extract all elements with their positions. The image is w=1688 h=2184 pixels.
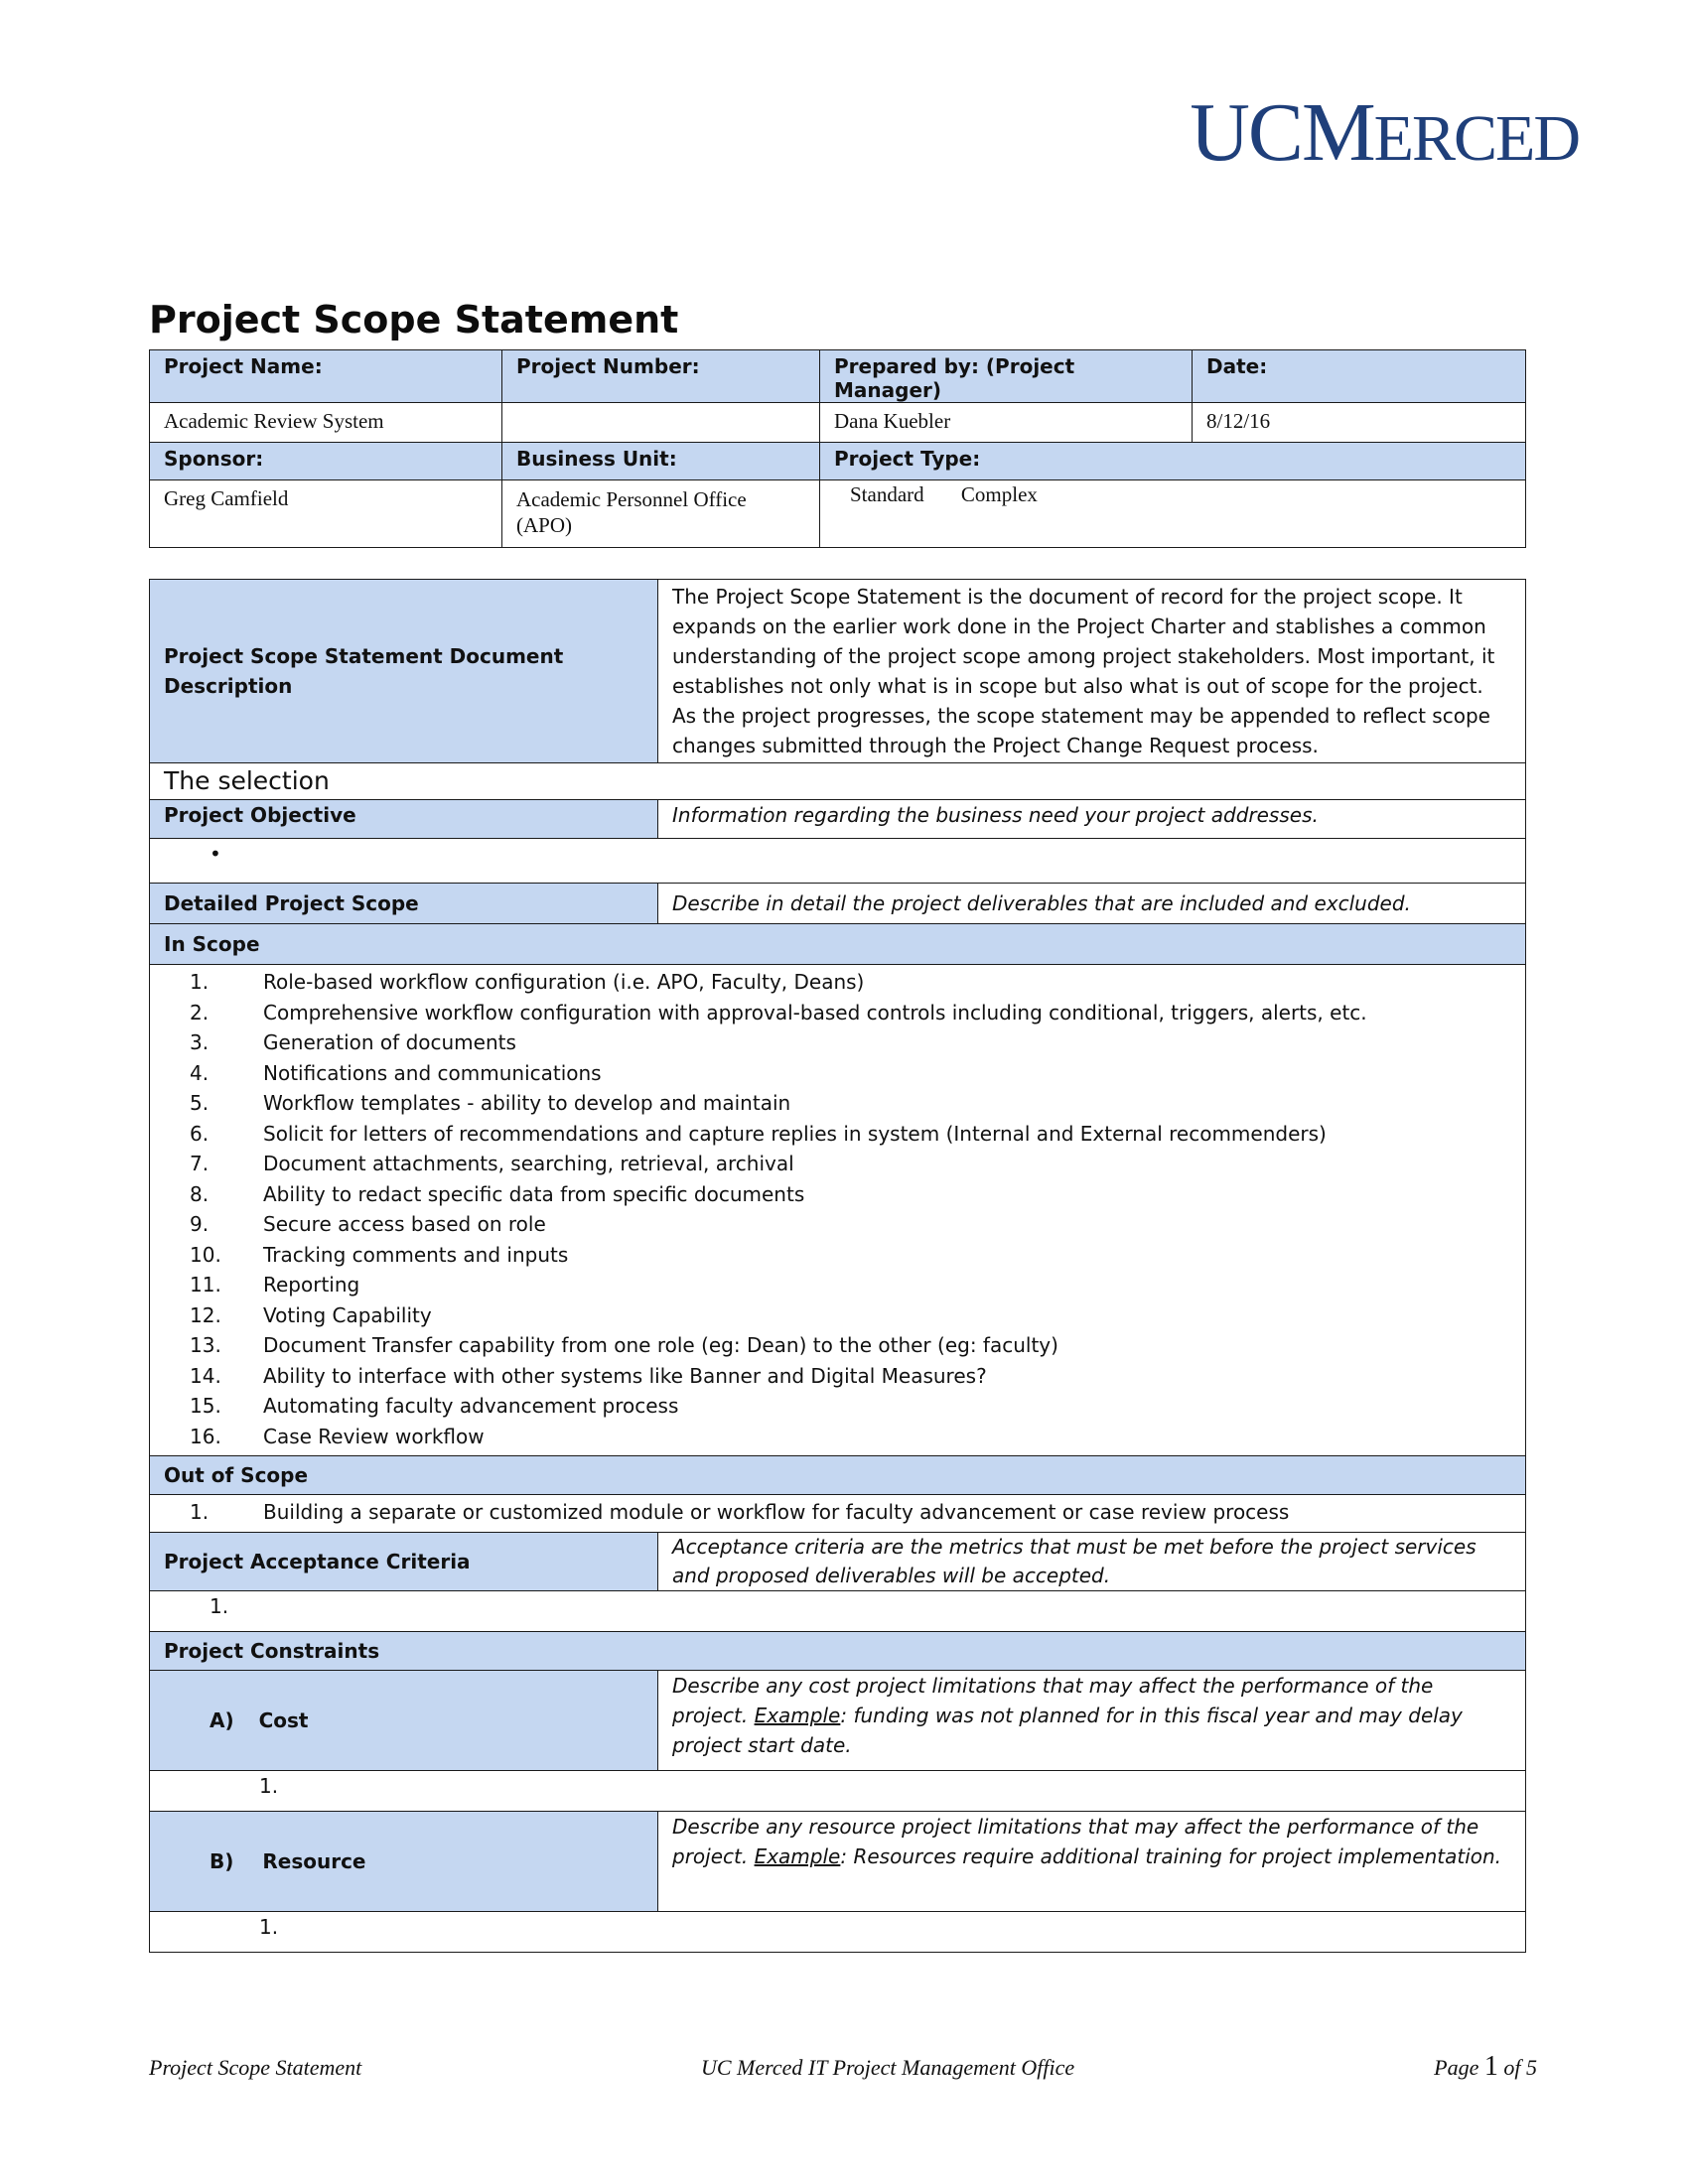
acceptance-criteria-hint: Acceptance criteria are the metrics that must be met before the project services and proposed deliverables will be accepted. [658, 1532, 1526, 1590]
list-item-text: Ability to redact specific data from specific documents [263, 1181, 805, 1206]
list-item [150, 1300, 1525, 1331]
list-item-number: 7. [190, 1152, 210, 1175]
project-info-table [149, 349, 1526, 548]
list-item-number: 11. [190, 1273, 221, 1297]
acceptance-criteria-label: Project Acceptance Criteria [150, 1532, 658, 1590]
footer-center: UC Merced IT Project Management Office [701, 2055, 1075, 2080]
list-item [150, 1058, 1525, 1089]
cost-constraint-label [150, 1670, 658, 1770]
list-item [150, 998, 1525, 1028]
list-item-text: Workflow templates - ability to develop and maintain [263, 1091, 791, 1115]
list-item [150, 1497, 1525, 1528]
out-of-scope-label: Out of Scope [150, 1456, 1526, 1495]
list-item-number: 15. [190, 1394, 221, 1418]
list-item-text: Document Transfer capability from one role (eg: Dean) to the other (eg: faculty) [263, 1333, 1058, 1357]
detailed-scope-hint: Describe in detail the project deliverables that are included and excluded. [658, 884, 1526, 924]
out-of-scope-list [150, 1497, 1525, 1528]
list-item-text: Comprehensive workflow configuration with approval-based controls including conditional, triggers, alerts, etc. [263, 1000, 1367, 1024]
project-type-options [820, 480, 1526, 548]
list-item-number: 1. [190, 1500, 210, 1524]
project-type-standard[interactable]: Standard [850, 482, 924, 506]
list-item [150, 1149, 1525, 1179]
business-unit-label: Business Unit: [502, 443, 820, 480]
constraints-label: Project Constraints [150, 1631, 1526, 1670]
list-item [150, 1240, 1525, 1271]
list-item-number: 6. [190, 1121, 210, 1146]
list-item [150, 1119, 1525, 1150]
in-scope-list-cell [150, 965, 1526, 1456]
in-scope-label: In Scope [150, 924, 1526, 965]
selection-text: The selection [150, 763, 1526, 800]
date-label: Date: [1193, 350, 1526, 403]
list-item-number: 14. [190, 1363, 221, 1388]
cost-label: Cost [258, 1707, 309, 1732]
project-objective-label: Project Objective [150, 800, 658, 839]
list-item-text: Automating faculty advancement process [263, 1394, 679, 1418]
list-item-text: Tracking comments and inputs [263, 1242, 569, 1267]
list-item-number: 9. [190, 1212, 210, 1236]
resource-item-number: 1. [150, 1911, 1526, 1952]
detailed-scope-label: Detailed Project Scope [150, 884, 658, 924]
list-item [150, 1209, 1525, 1240]
sponsor-label: Sponsor: [150, 443, 502, 480]
list-item [150, 967, 1525, 998]
resource-constraint-hint: Describe any resource project limitations that may affect the performance of the project. Example: Resources require additional training for project implementation. [658, 1811, 1526, 1911]
list-item-text: Building a separate or customized module or workflow for faculty advancement or case review process [263, 1500, 1290, 1524]
list-item-text: Secure access based on role [263, 1212, 546, 1236]
list-item-text: Solicit for letters of recommendations and capture replies in system (Internal and External recommenders) [263, 1121, 1327, 1146]
business-unit-value: Academic Personnel Office (APO) [502, 480, 820, 548]
prepared-by-label: Prepared by: (Project Manager) [820, 350, 1193, 403]
list-item-text: Document attachments, searching, retrieval, archival [263, 1152, 794, 1175]
list-item-text: Reporting [263, 1273, 360, 1297]
list-item-text: Generation of documents [263, 1030, 516, 1054]
sponsor-value: Greg Camfield [150, 480, 502, 548]
footer-page: Page 1 of 5 [1434, 2051, 1537, 2082]
project-name-value: Academic Review System [150, 403, 502, 443]
uc-merced-logo: UCMERCED [1190, 86, 1579, 179]
list-item-number: 2. [190, 1000, 210, 1024]
prepared-by-value: Dana Kuebler [820, 403, 1193, 443]
document-title: Project Scope Statement [149, 298, 679, 341]
list-item-number: 8. [190, 1181, 210, 1206]
list-item-number: 1. [190, 970, 210, 994]
project-name-label: Project Name: [150, 350, 502, 403]
list-item [150, 1270, 1525, 1300]
list-item-number: 16. [190, 1424, 221, 1448]
list-item-number: 10. [190, 1242, 221, 1267]
list-item [150, 1361, 1525, 1392]
list-item-number: 4. [190, 1060, 210, 1085]
acceptance-item-number: 1. [150, 1590, 1526, 1631]
resource-label: Resource [262, 1848, 366, 1873]
list-item [150, 1391, 1525, 1422]
project-type-label: Project Type: [820, 443, 1526, 480]
list-item-text: Case Review workflow [263, 1424, 485, 1448]
cost-constraint-hint: Describe any cost project limitations that may affect the performance of the project. Example: funding was not planned for in this fiscal year and may delay project start date. [658, 1670, 1526, 1770]
date-value: 8/12/16 [1193, 403, 1526, 443]
out-of-scope-list-cell [150, 1495, 1526, 1533]
list-item-text: Voting Capability [263, 1302, 432, 1327]
list-item [150, 1088, 1525, 1119]
project-type-complex[interactable]: Complex [960, 482, 1038, 506]
list-item-text: Notifications and communications [263, 1060, 602, 1085]
footer-left: Project Scope Statement [149, 2055, 362, 2080]
list-item [150, 1027, 1525, 1058]
objective-bullet: • [150, 839, 1526, 884]
cost-item-number: 1. [150, 1770, 1526, 1811]
list-item-text: Ability to interface with other systems like Banner and Digital Measures? [263, 1363, 987, 1388]
description-label: Project Scope Statement Document Description [150, 580, 658, 763]
in-scope-list [150, 967, 1525, 1451]
list-item [150, 1330, 1525, 1361]
project-objective-hint: Information regarding the business need your project addresses. [658, 800, 1526, 839]
list-item-text: Role-based workflow configuration (i.e. APO, Faculty, Deans) [263, 970, 865, 994]
list-item-number: 12. [190, 1302, 221, 1327]
description-text: The Project Scope Statement is the document of record for the project scope. It expands on the earlier work done in the Project Charter and stablishes a common understanding of the project scope among project stakeholders. Most important, it establishes not only what is in scope but also what is out of scope for the project. As the project progresses, the scope statement may be appended to reflect scope changes submitted through the Project Change Request process. [658, 580, 1526, 763]
list-item-number: 5. [190, 1091, 210, 1115]
list-item [150, 1422, 1525, 1452]
resource-letter: B) [210, 1848, 234, 1873]
project-number-value [502, 403, 820, 443]
resource-constraint-label [150, 1811, 658, 1911]
scope-table [149, 579, 1526, 1953]
project-number-label: Project Number: [502, 350, 820, 403]
cost-letter: A) [210, 1707, 234, 1732]
list-item-number: 3. [190, 1030, 210, 1054]
list-item-number: 13. [190, 1333, 221, 1357]
list-item [150, 1179, 1525, 1210]
